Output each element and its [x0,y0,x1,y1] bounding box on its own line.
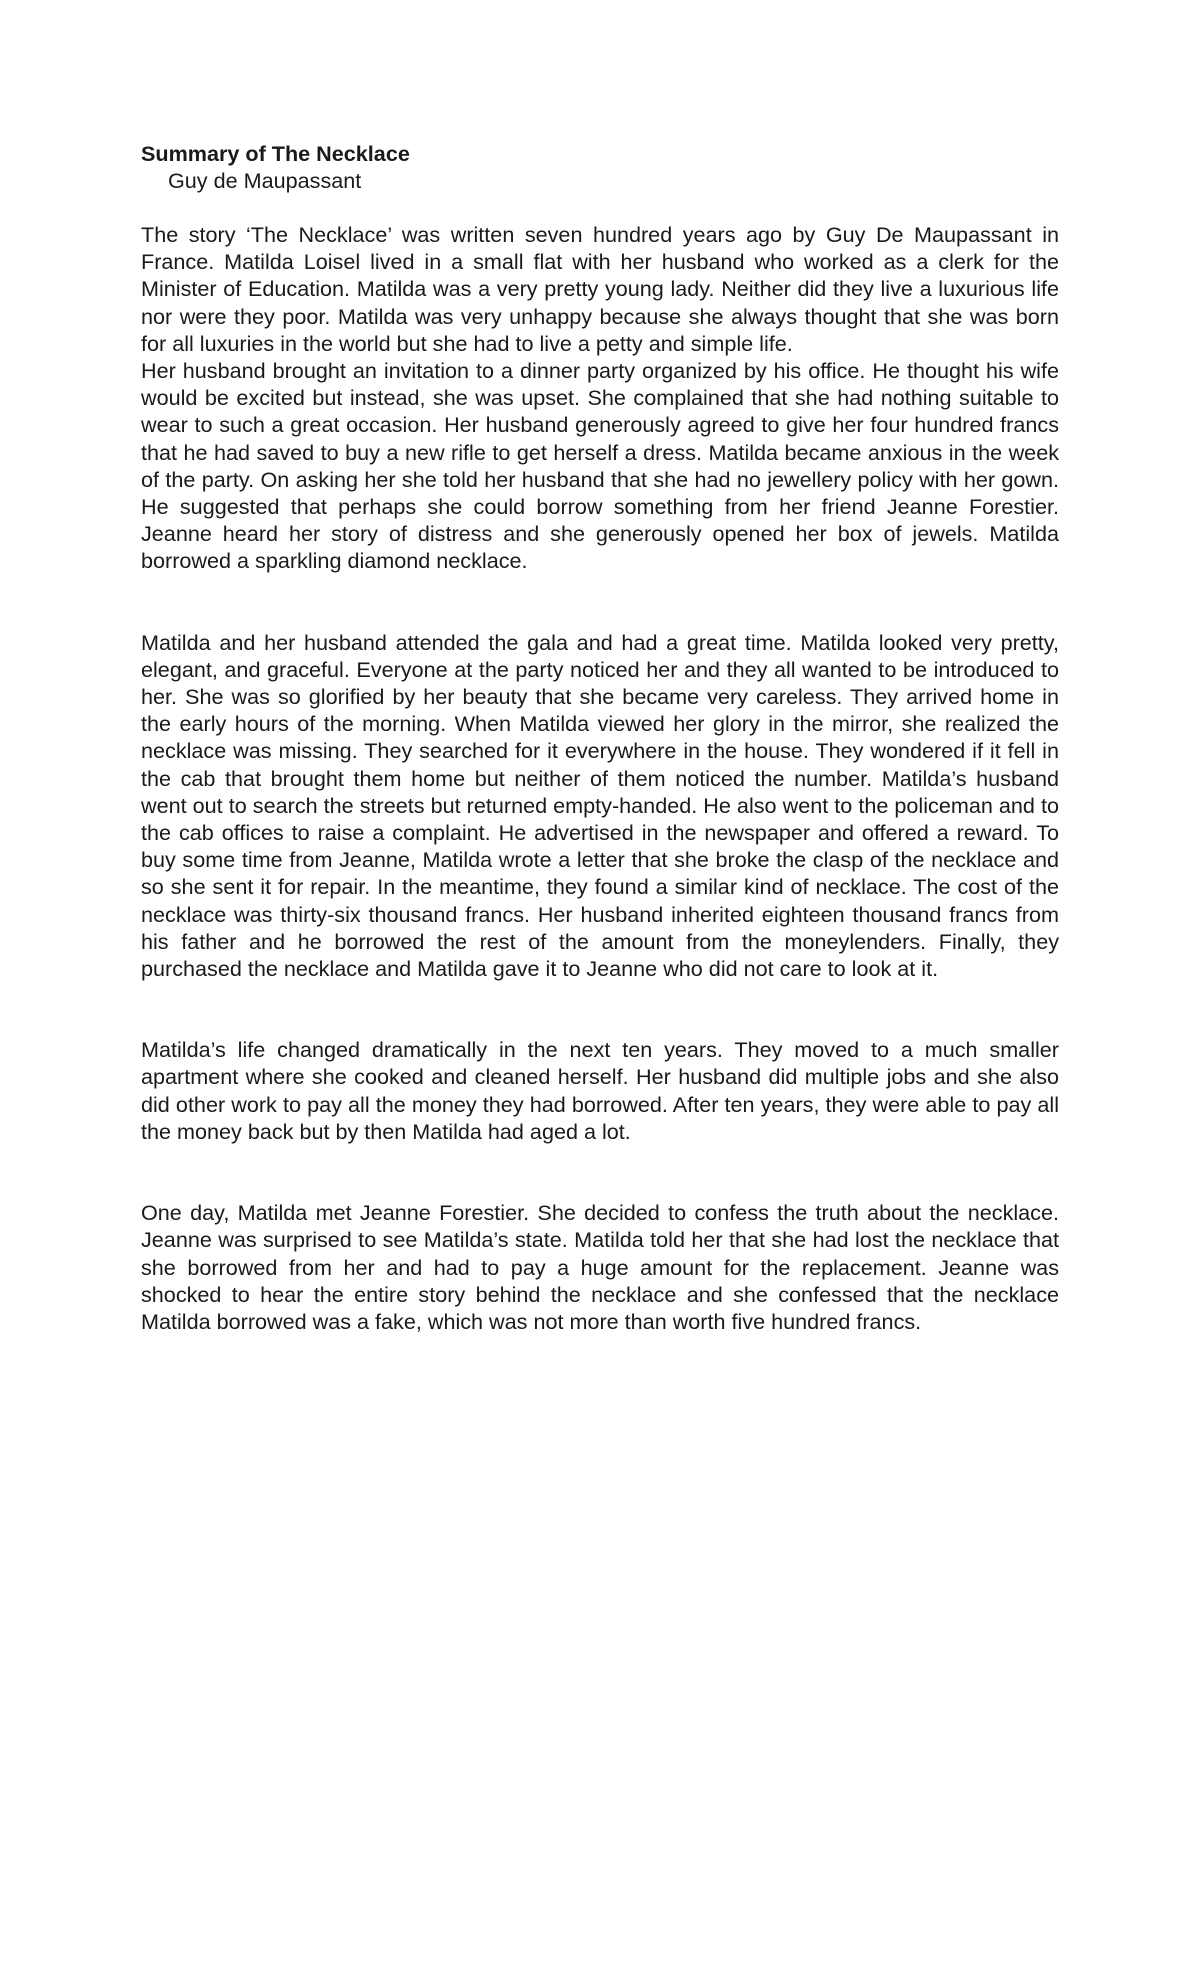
paragraph-confession: One day, Matilda met Jeanne Forestier. She decided to confess the truth about the necklace. Jeanne was surprised to see Matilda’s state. Matilda told her that she had lost the necklace that she borrowed from her and had to pay a huge amount for the replacement. Jeanne was shocked to hear the entire story behind the necklace and she confessed that the necklace Matilda borrowed was a fake, which was not more than worth five hundred francs. [141,1200,1059,1334]
paragraph-ten-years: Matilda’s life changed dramatically in the next ten years. They moved to a much smaller apartment where she cooked and cleaned herself. Her husband did multiple jobs and she also did other work to pay all the money they had borrowed. After ten years, they were able to pay all the money back but by then Matilda had aged a lot. [141,1037,1059,1144]
spacer [141,575,1059,629]
document-body [141,140,1059,1335]
paragraph-intro: The story ‘The Necklace’ was written seven hundred years ago by Guy De Maupassant in France. Matilda Loisel lived in a small flat with her husband who worked as a clerk for the Minister of Education. Matilda was a very pretty young lady. Neither did they live a luxurious life nor were they poor. Matilda was very unhappy because she always thought that she was born for all luxuries in the world but she had to live a petty and simple life. [141,222,1059,356]
spacer [141,194,1059,221]
paragraph-invitation: Her husband brought an invitation to a dinner party organized by his office. He thought his wife would be excited but instead, she was upset. She complained that she had nothing suitable to wear to such a great occasion. Her husband generously agreed to give her four hundred francs that he had saved to buy a new rifle to get herself a dress. Matilda became anxious in the week of the party. On asking her she told her husband that she had no jewellery policy with her gown. He suggested that perhaps she could borrow something from her friend Jeanne Forestier. Jeanne heard her story of distress and she generously opened her box of jewels. Matilda borrowed a sparkling diamond necklace. [141,358,1059,574]
document-author: Guy de Maupassant [168,168,362,193]
spacer [141,982,1059,1036]
spacer [141,1145,1059,1199]
paragraph-gala: Matilda and her husband attended the gala and had a great time. Matilda looked very pretty, elegant, and graceful. Everyone at the party noticed her and they all wanted to be introduced to her. She was so glorified by her beauty that she became very careless. They arrived home in the early hours of the morning. When Matilda viewed her glory in the mirror, she realized the necklace was missing. They searched for it everywhere in the house. They wondered if it fell in the cab that brought them home but neither of them noticed the number. Matilda’s husband went out to search the streets but returned empty-handed. He also went to the policeman and to the cab offices to raise a complaint. He advertised in the newspaper and offered a reward. To buy some time from Jeanne, Matilda wrote a letter that she broke the clasp of the necklace and so she sent it for repair. In the meantime, they found a similar kind of necklace. The cost of the necklace was thirty-six thousand francs. Her husband inherited eighteen thousand francs from his father and he borrowed the rest of the amount from the moneylenders. Finally, they purchased the necklace and Matilda gave it to Jeanne who did not care to look at it. [141,629,1059,982]
document-title: Summary of The Necklace [141,141,410,166]
